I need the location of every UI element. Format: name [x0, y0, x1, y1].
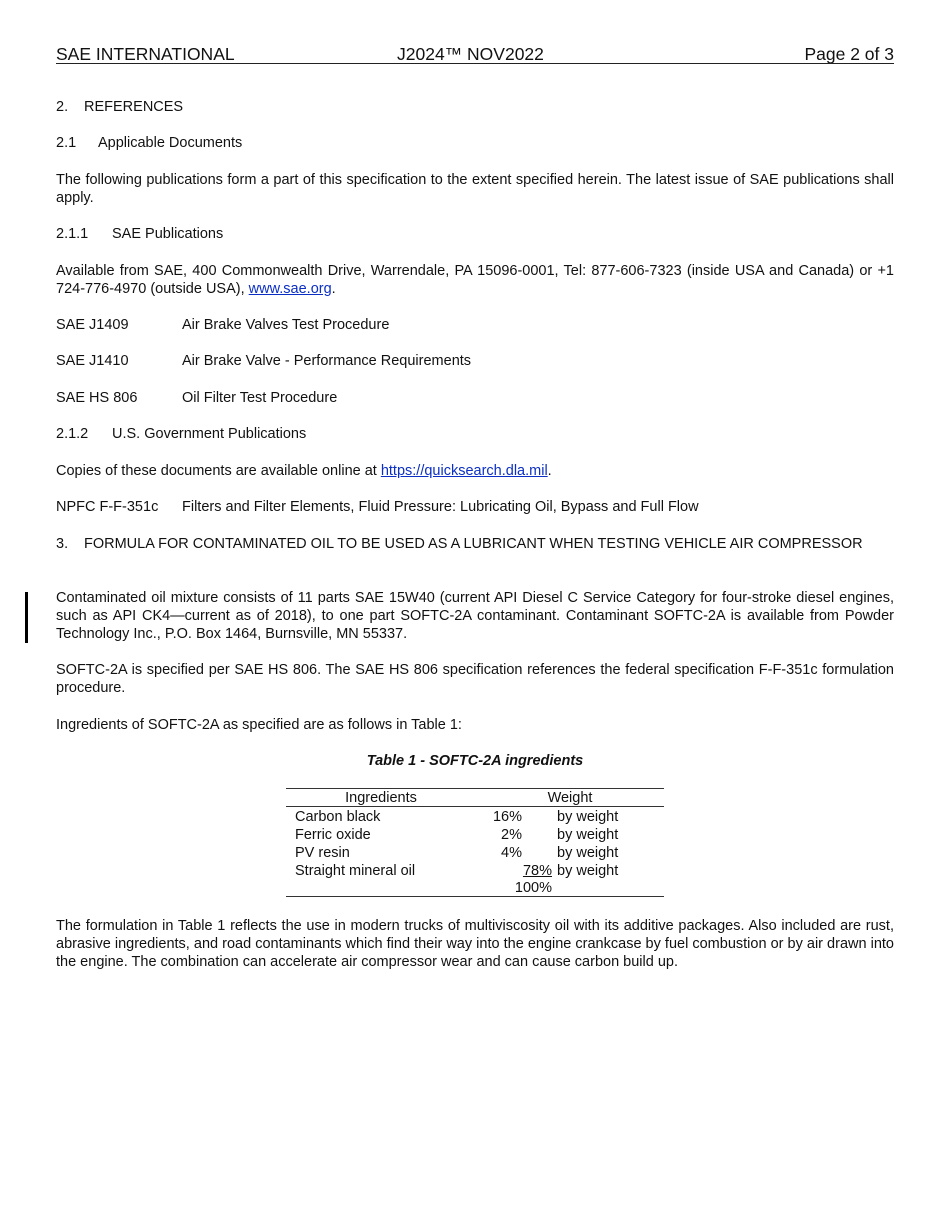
section-title: U.S. Government Publications: [112, 426, 307, 442]
ingredient-pct: 4%: [501, 845, 522, 861]
header-org: SAE INTERNATIONAL: [56, 44, 235, 64]
ingredient-name: PV resin: [295, 845, 350, 861]
section-2-1-heading: [56, 134, 242, 152]
section-number: 2.1.1: [56, 226, 89, 242]
section-2-heading: [56, 98, 183, 116]
text-after-link: .: [547, 463, 552, 479]
table-bottom-rule: [286, 896, 664, 897]
section-2-1-1-text: [56, 262, 894, 298]
section-2-1-2-text: [56, 462, 894, 480]
reference-item: [56, 498, 699, 516]
header-rule: [56, 63, 894, 64]
reference-id: NPFC F-F-351c: [56, 499, 159, 515]
section-2-1-2-heading: [56, 425, 306, 443]
sae-website-link[interactable]: www.sae.org: [248, 281, 332, 297]
text-before-link: Copies of these documents are available online at: [56, 463, 381, 479]
section-number: 2.1: [56, 135, 77, 151]
reference-title: Oil Filter Test Procedure: [182, 390, 338, 406]
section-3-para-4: The formulation in Table 1 reflects the use in modern trucks of multiviscosity oil with its additive packages. Also included are rust, abrasive ingredients, and road contaminants which find their way into the engine crankcase by fuel combustion or by air drawn into the engine. The combination can accelerate air compressor wear and can cause carbon build up.: [56, 918, 894, 970]
quicksearch-link[interactable]: https://quicksearch.dla.mil: [380, 463, 548, 479]
section-title: Applicable Documents: [98, 135, 243, 151]
table-header-rule: [286, 806, 664, 807]
section-title: REFERENCES: [84, 99, 184, 115]
ingredient-pct: 2%: [501, 827, 522, 843]
reference-title: Air Brake Valves Test Procedure: [182, 317, 390, 333]
table-header-ingredients: Ingredients: [345, 790, 417, 806]
ingredient-unit: by weight: [557, 827, 619, 843]
section-title: SAE Publications: [112, 226, 224, 242]
section-number: 2.: [56, 99, 69, 115]
table-header-weight: Weight: [547, 790, 593, 806]
reference-id: SAE J1410: [56, 353, 129, 369]
section-3-para-1: Contaminated oil mixture consists of 11 parts SAE 15W40 (current API Diesel C Service Category for four-stroke diesel engines, such as API CK4—current as of 2018), to one part SOFTC-2A contaminant. Contaminant SOFTC-2A is available from Powder Technology Inc., P.O. Box 1464, Burnsville, MN 55337.: [56, 590, 894, 642]
table-total: 100%: [514, 880, 552, 896]
section-3-para-3: Ingredients of SOFTC-2A as specified are as follows in Table 1:: [56, 717, 462, 733]
section-number: 3.: [56, 536, 69, 552]
ingredient-name: Carbon black: [295, 809, 381, 825]
reference-id: SAE HS 806: [56, 390, 138, 406]
reference-title: Filters and Filter Elements, Fluid Pressure: Lubricating Oil, Bypass and Full Flow: [182, 499, 699, 515]
section-2-1-1-heading: [56, 225, 223, 243]
header-page: Page 2 of 3: [804, 44, 894, 64]
reference-id: SAE J1409: [56, 317, 129, 333]
table-caption: Table 1 - SOFTC-2A ingredients: [366, 753, 584, 769]
ingredient-unit: by weight: [557, 863, 619, 879]
section-3-heading: [56, 535, 894, 553]
section-2-1-text: The following publications form a part of this specification to the extent specified herein. The latest issue of SAE publications shall apply.: [56, 172, 894, 206]
ingredient-unit: by weight: [557, 809, 619, 825]
section-3-para-2: SOFTC-2A is specified per SAE HS 806. The SAE HS 806 specification references the federal specification F-F-351c formulation procedure.: [56, 662, 894, 696]
reference-title: Air Brake Valve - Performance Requirements: [182, 353, 472, 369]
section-title: FORMULA FOR CONTAMINATED OIL TO BE USED AS A LUBRICANT WHEN TESTING VEHICLE AIR COMPRESSOR: [84, 536, 863, 552]
ingredient-pct: 78%: [522, 863, 552, 879]
text-after-link: .: [331, 281, 336, 297]
ingredient-name: Ferric oxide: [295, 827, 371, 843]
ingredient-pct: 16%: [492, 809, 522, 825]
header-doc-id: J2024™ NOV2022: [397, 44, 544, 64]
text-before-link: Available from SAE, 400 Commonwealth Drive, Warrendale, PA 15096-0001, Tel: 877-606-7323 (inside USA and Canada) or +1 724-776-4970 (outside USA),: [56, 263, 894, 297]
reference-item: [56, 389, 337, 407]
section-number: 2.1.2: [56, 426, 89, 442]
ingredient-unit: by weight: [557, 845, 619, 861]
reference-item: [56, 352, 471, 370]
ingredient-name: Straight mineral oil: [295, 863, 416, 879]
reference-item: [56, 316, 389, 334]
revision-change-bar: [25, 592, 28, 643]
